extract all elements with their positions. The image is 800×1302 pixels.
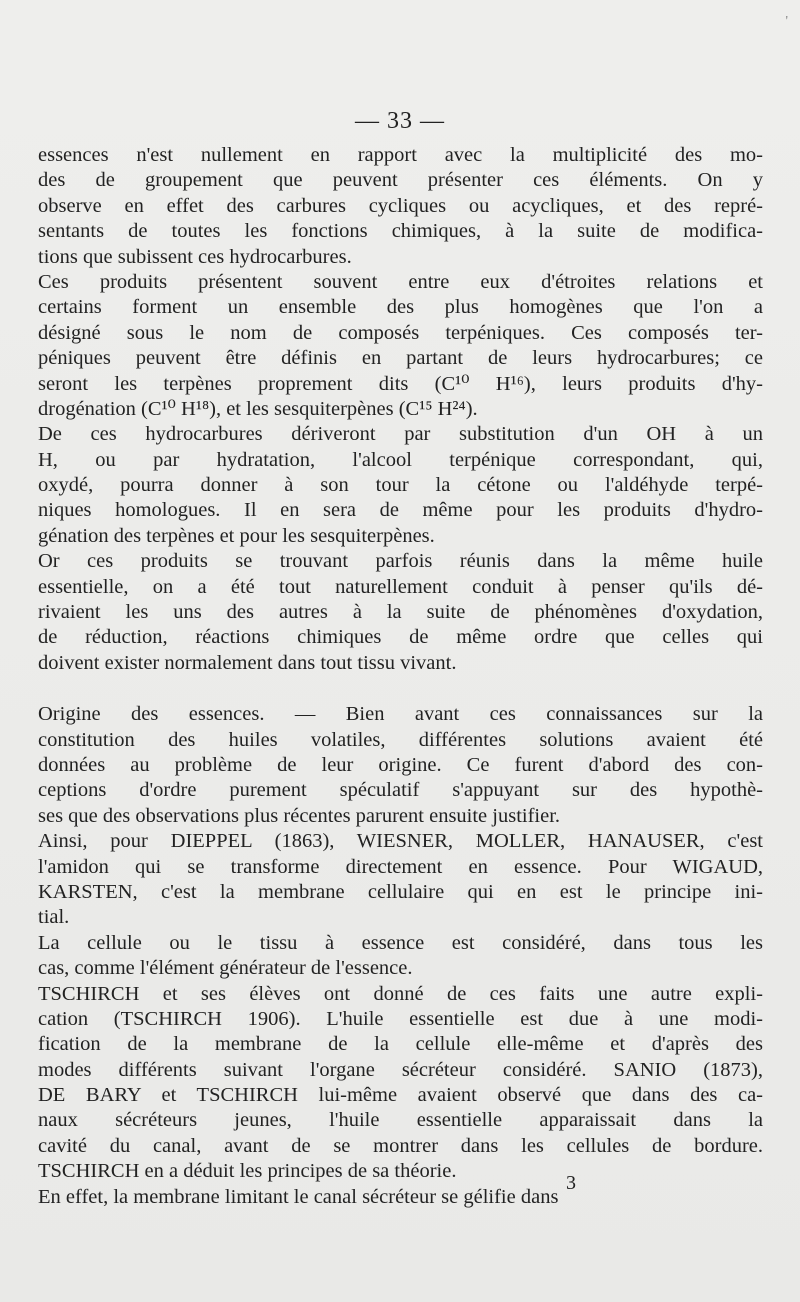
signature-mark: 3: [566, 1172, 576, 1194]
text-line: Ainsi, pour DIEPPEL (1863), WIESNER, MOLLER, HANAUSER, c'est: [38, 830, 763, 853]
text-line: DE BARY et TSCHIRCH lui-même avaient observé que dans des ca-: [38, 1084, 763, 1107]
text-line: de réduction, réactions chimiques de même ordre que celles qui: [38, 626, 763, 649]
text-line: La cellule ou le tissu à essence est considéré, dans tous les: [38, 931, 763, 954]
text-line: certains forment un ensemble des plus homogènes que l'on a: [38, 296, 763, 319]
text-line: observe en effet des carbures cycliques ou acycliques, et des repré-: [38, 194, 763, 217]
text-line: Or ces produits se trouvant parfois réunis dans la même huile: [38, 550, 763, 573]
text-line: essentielle, on a été tout naturellement conduit à penser qu'ils dé-: [38, 575, 763, 598]
text-line: l'amidon qui se transforme directement en essence. Pour WIGAUD,: [38, 855, 763, 878]
text-line: péniques peuvent être définis en partant de leurs hydrocarbures; ce: [38, 347, 763, 370]
text-line: naux sécréteurs jeunes, l'huile essentielle apparaissait dans la: [38, 1109, 763, 1132]
body-text: [38, 143, 763, 1210]
text-line: cas, comme l'élément générateur de l'essence.: [38, 957, 413, 980]
text-line: désigné sous le nom de composés terpéniques. Ces composés ter-: [38, 321, 763, 344]
paragraph-gap: [38, 676, 763, 702]
page-number: — 33 —: [355, 108, 445, 134]
text-line: ses que des observations plus récentes parurent ensuite justifier.: [38, 804, 561, 827]
text-line: modes différents suivant l'organe sécréteur considéré. SANIO (1873),: [38, 1058, 763, 1081]
corner-mark: ': [785, 14, 788, 29]
text-line: cation (TSCHIRCH 1906). L'huile essentielle est due à une modi-: [38, 1007, 763, 1030]
text-line: rivaient les uns des autres à la suite de phénomènes d'oxydation,: [38, 601, 763, 624]
text-line: cavité du canal, avant de se montrer dans les cellules de bordure.: [38, 1134, 763, 1157]
text-line: drogénation (C¹⁰ H¹⁸), et les sesquiterpènes (C¹⁵ H²⁴).: [38, 397, 478, 420]
text-line: génation des terpènes et pour les sesquiterpènes.: [38, 524, 435, 547]
text-line: De ces hydrocarbures dériveront par substitution d'un OH à un: [38, 423, 763, 446]
text-line: TSCHIRCH en a déduit les principes de sa théorie.: [38, 1160, 457, 1183]
text-line: niques homologues. Il en sera de même pour les produits d'hydro-: [38, 499, 763, 522]
text-line: doivent exister normalement dans tout tissu vivant.: [38, 651, 457, 674]
text-line: sentants de toutes les fonctions chimiques, à la suite de modifica-: [38, 220, 763, 243]
text-line: essences n'est nullement en rapport avec la multiplicité des mo-: [38, 144, 763, 166]
text-line: constitution des huiles volatiles, différentes solutions avaient été: [38, 728, 763, 751]
text-line: Ces produits présentent souvent entre eux d'étroites relations et: [38, 270, 763, 293]
text-line: En effet, la membrane limitant le canal sécréteur se gélifie dans: [38, 1185, 559, 1208]
text-line: H, ou par hydratation, l'alcool terpénique correspondant, qui,: [38, 448, 763, 471]
text-line: seront les terpènes proprement dits (C¹⁰ H¹⁶), leurs produits d'hy-: [38, 372, 763, 395]
text-line: oxydé, pourra donner à son tour la cétone ou l'aldéhyde terpé-: [38, 474, 763, 497]
text-line: données au problème de leur origine. Ce furent d'abord des con-: [38, 753, 763, 776]
text-line: Origine des essences. — Bien avant ces connaissances sur la: [38, 703, 763, 726]
text-line: ceptions d'ordre purement spéculatif s'appuyant sur des hypothè-: [38, 779, 763, 802]
text-line: tions que subissent ces hydrocarbures.: [38, 245, 352, 268]
text-line: fication de la membrane de la cellule elle-même et d'après des: [38, 1033, 763, 1056]
text-line: KARSTEN, c'est la membrane cellulaire qui en est le principe ini-: [38, 880, 763, 903]
text-line: TSCHIRCH et ses élèves ont donné de ces faits une autre expli-: [38, 982, 763, 1005]
text-line: des de groupement que peuvent présenter ces éléments. On y: [38, 169, 763, 192]
text-line: tial.: [38, 906, 70, 929]
